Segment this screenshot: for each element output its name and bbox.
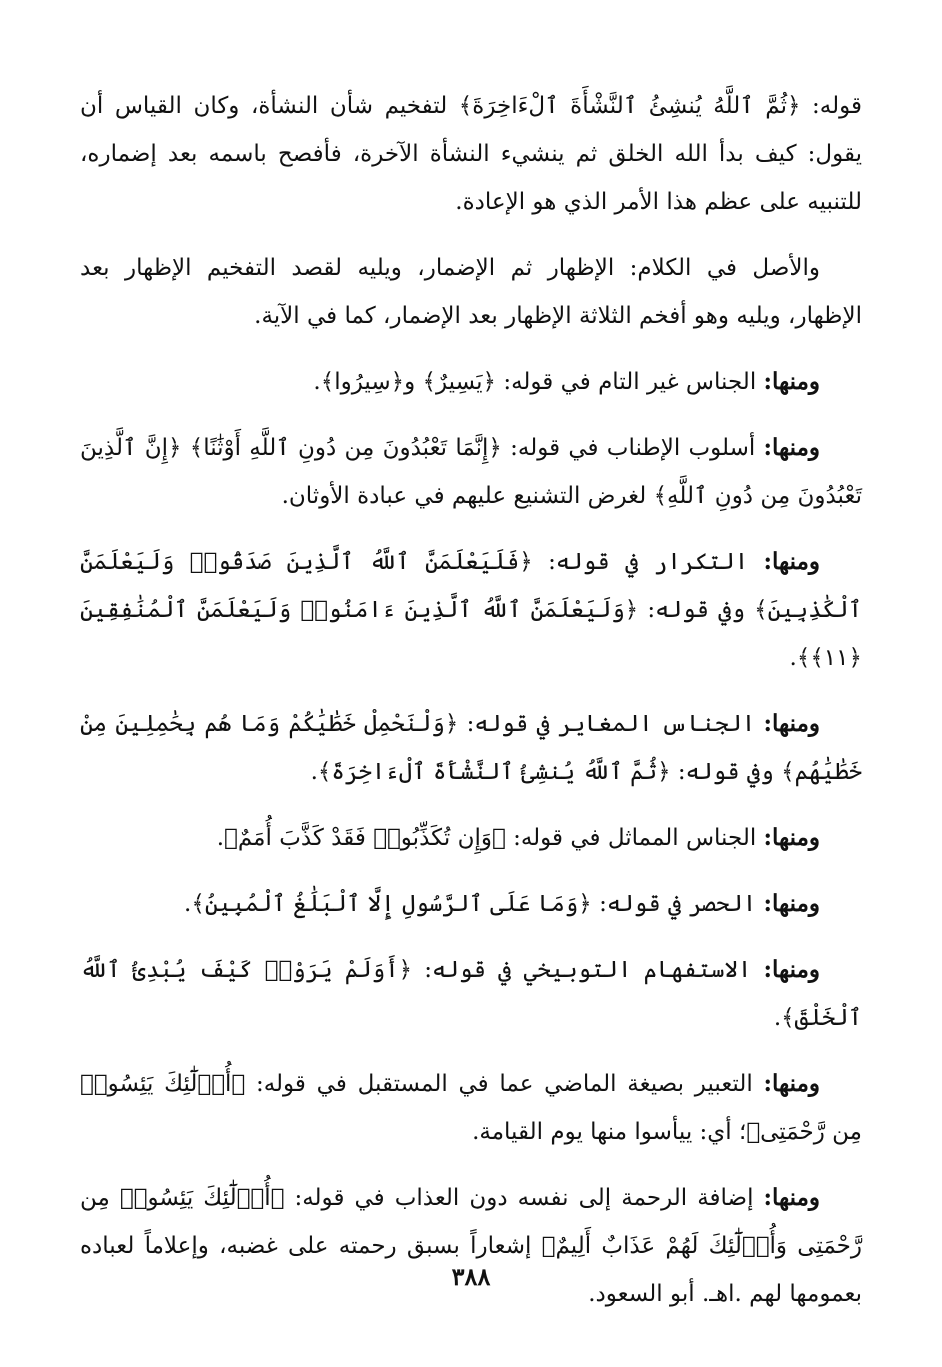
paragraph-7 — [80, 814, 862, 862]
page-number: ٣٨٨ — [451, 1262, 491, 1291]
paragraph-lead: ومنها: — [763, 368, 820, 395]
body-text — [80, 82, 862, 1336]
paragraph-10 — [80, 1060, 862, 1156]
paragraph-lead: ومنها: — [763, 890, 820, 917]
paragraph-2 — [80, 244, 862, 340]
paragraph-text: التعبير بصيغة الماضي عما في المستقبل في قوله: ﴿أُو۟لَٰٓئِكَ يَئِسُوا۟ مِن رَّحْمَتِى﴾؛ أي: ييأسوا منها يوم القيامة. — [80, 1071, 862, 1145]
paragraph-5 — [80, 538, 862, 682]
paragraph-1 — [80, 82, 862, 226]
paragraph-3 — [80, 358, 862, 406]
paragraph-11 — [80, 1174, 862, 1318]
paragraph-text: الجناس غير التام في قوله: ﴿يَسِيرٌ﴾ و﴿سِيرُوا﴾. — [313, 369, 764, 395]
paragraph-lead: ومنها: — [763, 1070, 820, 1097]
paragraph-lead: ومنها: — [763, 434, 820, 461]
paragraph-text: التكرار في قوله: ﴿فَلَيَعْلَمَنَّ ٱللَّهُ ٱلَّذِينَ صَدَقُوا۟ وَلَيَعْلَمَنَّ ٱلْكَٰذِبِينَ﴾ وفي قوله: ﴿وَلَيَعْلَمَنَّ ٱللَّهُ ٱلَّذِينَ ءَامَنُوا۟ وَلَيَعْلَمَنَّ ٱلْمُنَٰفِقِينَ ﴿١١﴾﴾. — [80, 549, 862, 671]
paragraph-lead: ومنها: — [763, 710, 820, 737]
paragraph-6 — [80, 700, 862, 796]
paragraph-lead: ومنها: — [763, 548, 820, 575]
paragraph-text: الاستفهام التوبيخي في قوله: ﴿أَوَلَمْ يَرَوْا۟ كَيْفَ يُبْدِئُ ٱللَّهُ ٱلْخَلْقَ﴾. — [80, 957, 862, 1031]
paragraph-text: إضافة الرحمة إلى نفسه دون العذاب في قوله: ﴿أُو۟لَٰٓئِكَ يَئِسُوا۟ مِن رَّحْمَتِى وَأُو۟لَٰٓئِكَ لَهُمْ عَذَابٌ أَلِيمٌ﴾ إشعاراً بسبق رحمته على غضبه، وإعلاماً لعباده بعمومها لهم .اهـ. أبو السعود. — [80, 1185, 862, 1307]
paragraph-text: الجناس المماثل في قوله: ﴿وَإِن تُكَذِّبُوا۟ فَقَدْ كَذَّبَ أُمَمٌ﴾. — [216, 825, 764, 851]
paragraph-text: الحصر في قوله: ﴿وَمَا عَلَى ٱلرَّسُولِ إِلَّا ٱلْبَلَٰغُ ٱلْمُبِينُ﴾. — [184, 891, 764, 917]
paragraph-9 — [80, 946, 862, 1042]
paragraph-text: أسلوب الإطناب في قوله: ﴿إِنَّمَا تَعْبُدُونَ مِن دُونِ ٱللَّهِ أَوْثَٰنًا﴾ ﴿إِنَّ ٱلَّذِينَ تَعْبُدُونَ مِن دُونِ ٱللَّهِ﴾ لغرض التشنيع عليهم في عبادة الأوثان. — [80, 435, 862, 509]
paragraph-text: والأصل في الكلام: الإظهار ثم الإضمار، ويليه لقصد التفخيم الإظهار بعد الإظهار، ويليه وهو أفخم الثلاثة الإظهار بعد الإضمار، كما في الآية. — [80, 255, 862, 329]
paragraph-lead: ومنها: — [763, 824, 820, 851]
paragraph-lead: ومنها: — [763, 1184, 821, 1211]
paragraph-text: الجناس المغاير في قوله: ﴿وَلْنَحْمِلْ خَطَٰيَٰكُمْ وَمَا هُم بِحَٰمِلِينَ مِنْ خَطَٰيَٰهُم﴾ وفي قوله: ﴿ثُمَّ ٱللَّهُ يُنشِئُ ٱلنَّشْأَةَ ٱلْءَاخِرَةَ﴾. — [80, 711, 862, 785]
paragraph-8 — [80, 880, 862, 928]
paragraph-4 — [80, 424, 862, 520]
paragraph-lead: ومنها: — [763, 956, 820, 983]
paragraph-text: قوله: ﴿ثُمَّ ٱللَّهُ يُنشِئُ ٱلنَّشْأَةَ ٱلْءَاخِرَةَ﴾ لتفخيم شأن النشأة، وكان القياس أن يقول: كيف بدأ الله الخلق ثم ينشيء النشأة الآخرة، فأفصح باسمه بعد إضماره، للتنبيه على عظم هذا الأمر الذي هو الإعادة. — [80, 93, 862, 215]
